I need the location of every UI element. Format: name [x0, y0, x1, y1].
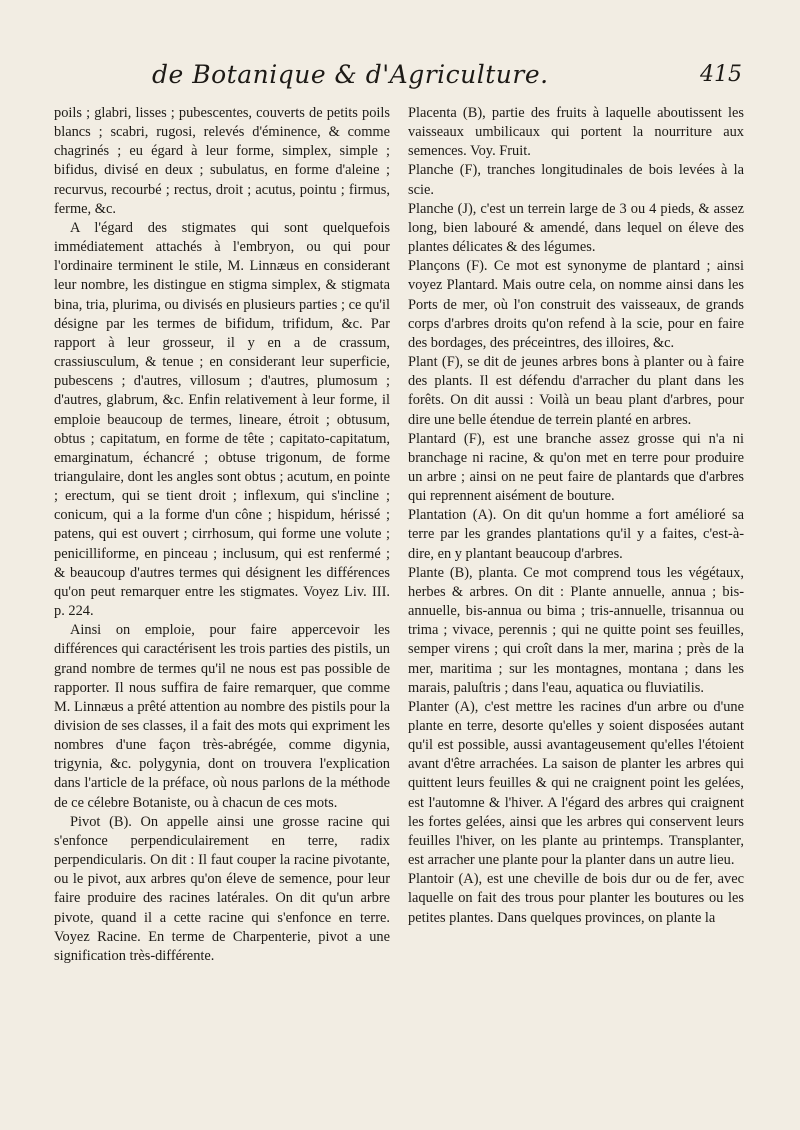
- paragraph: Pivot (B). On appelle ainsi une grosse racine qui s'enfonce perpendiculairement en terre, radix perpendicularis. On dit : Il faut couper la racine pivotante, ou le pivot, aux arbres qu'on éleve de semence, pour leur faire produire des racines latérales. On dit qu'un arbre pivote, quand il a cette racine qui s'enfonce en terre. Voyez Racine. En terme de Charpenterie, pivot a une signification très-différente.: [54, 813, 390, 964]
- right-column: [408, 104, 744, 928]
- entry: Plantoir (A), est une cheville de bois dur ou de fer, avec laquelle on fait des trous pour planter les boutures ou les petites plantes. Dans quelques provinces, on plante la: [408, 871, 744, 926]
- entry: Planche (F), tranches longitudinales de bois levées à la scie.: [408, 162, 744, 198]
- entry: Planter (A), c'est mettre les racines d'un arbre ou d'une plante en terre, desorte qu'elles y soient disposées autant qu'il est possible, aussi avantageusement qu'elles l'étoient avant d'être arrachées. La saison de planter les arbres qui quittent leurs feuilles & qui ne craignent point les gelées, est l'automne & l'hiver. A l'égard des arbres qui craignent les fortes gelées, ainsi que les arbres qui conservent leurs feuilles l'hiver, on les plante au printemps. Transplanter, est arracher une plante pour la planter dans un autre lieu.: [408, 698, 744, 869]
- entry: Plante (B), planta. Ce mot comprend tous les végétaux, herbes & arbres. On dit : Plante annuelle, annua ; bis-annuelle, bis-annua ou bima ; tris-annuelle, trisannua ou trima ; vivace, perennis ; qui ne quitte point ses feuilles, semper virens ; qui croît dans la mer, marina ; près de la mer, maritima ; sur les montagnes, montana ; dans les marais, paluſtris ; dans l'eau, aquatica ou fluviatilis.: [408, 564, 744, 696]
- running-title: de Botanique & d'Agriculture.: [152, 60, 549, 89]
- entry: Plançons (F). Ce mot est synonyme de plantard ; ainsi voyez Plantard. Mais outre cela, on nomme ainsi dans les Ports de mer, où l'on construit des vaisseaux, de grands corps d'arbres droits qu'on refend à la scie, pour en faire des bordages, des préceintres, des illoires, &c.: [408, 258, 744, 351]
- page-number: 415: [700, 62, 742, 87]
- entry: Placenta (B), partie des fruits à laquelle aboutissent les vaisseaux umbilicaux qui portent la nourriture aux semences. Voy. Fruit.: [408, 105, 744, 160]
- paragraph: Ainsi on emploie, pour faire appercevoir les différences qui caractérisent les trois parties des pistils, un grand nombre de termes qu'il ne nous est pas possible de rapporter. Il nous suffira de faire remarquer, que comme M. Linnæus a prêté attention au nombre des pistils pour la division de ses classes, il a fait des mots qui expriment les nombres d'une façon très-abrégée, comme digynia, trigynia, &c. polygynia, dont on trouvera l'explication dans l'article de la préface, où nous parlons de la méthode de ce célebre Botaniste, ou à chacun de ces mots.: [54, 622, 390, 811]
- left-column: [54, 104, 390, 966]
- paragraph: poils ; glabri, lisses ; pubescentes, couverts de petits poils blancs ; scabri, rugosi, relevés d'éminence, & comme chagrinés ; eu égard à leur forme, simplex, simple ; bifidus, divisé en deux ; subulatus, en forme d'aleine ; recurvus, recourbé ; rectus, droit ; acutus, pointu ; firmus, ferme, &c.: [54, 105, 390, 217]
- page-header: [56, 60, 746, 100]
- entry: Plantation (A). On dit qu'un homme a fort amélioré sa terre par les grandes plantations qu'il y a faites, c'est-à-dire, en y plantant beaucoup d'arbres.: [408, 507, 744, 562]
- entry: Plantard (F), est une branche assez grosse qui n'a ni branchage ni racine, & qu'on met en terre pour produire un arbre ; ainsi on ne peut faire de plantards que d'arbres qui reprennent aisément de bouture.: [408, 430, 744, 505]
- paragraph: A l'égard des stigmates qui sont quelquefois immédiatement attachés à l'embryon, ou qui pour l'ordinaire terminent le stile, M. Linnæus en considerant leur nombre, les distingue en stigma simplex, & stigmata bina, tria, plurima, ou divisés en plusieurs parties ; ce qu'il désigne par les termes de bifidum, trifidum, &c. Par rapport à leur grosseur, il y en a de crassum, crassiusculum, & tenue ; en considerant leur superficie, pubescens ; d'autres, villosum ; d'autres, plumosum ; d'autres, glabrum, &c. Enfin relativement à leur forme, il emploie beaucoup de termes, lineare, étroit ; obtusum, obtus ; capitatum, en forme de tête ; capitato-capitatum, emarginatum, échancré ; obtuse trigonum, de forme triangulaire, dont les angles sont obtus ; acutum, en pointe ; erectum, qui se tient droit ; inflexum, qui s'incline ; conicum, qui a la forme d'un cône ; hispidum, hérissé ; patens, qui est ouvert ; cirrhosum, qui forme une volute ; penicilliforme, en pinceau ; inclusum, qui est renfermé ; & beaucoup d'autres termes qui désignent les différences qu'on peut remarquer entre les stigmates. Voyez Liv. III. p. 224.: [54, 219, 390, 620]
- entry: Plant (F), se dit de jeunes arbres bons à planter ou à faire des plants. Il est défendu d'arracher du plant dans les forêts. On dit aussi : Voilà un beau plant d'arbres, pour dire une belle étendue de terrein planté en arbres.: [408, 354, 744, 428]
- entry: Planche (J), c'est un terrein large de 3 ou 4 pieds, & assez long, bien labouré & amendé, dans lequel on éleve des plantes délicates & des légumes.: [408, 200, 744, 256]
